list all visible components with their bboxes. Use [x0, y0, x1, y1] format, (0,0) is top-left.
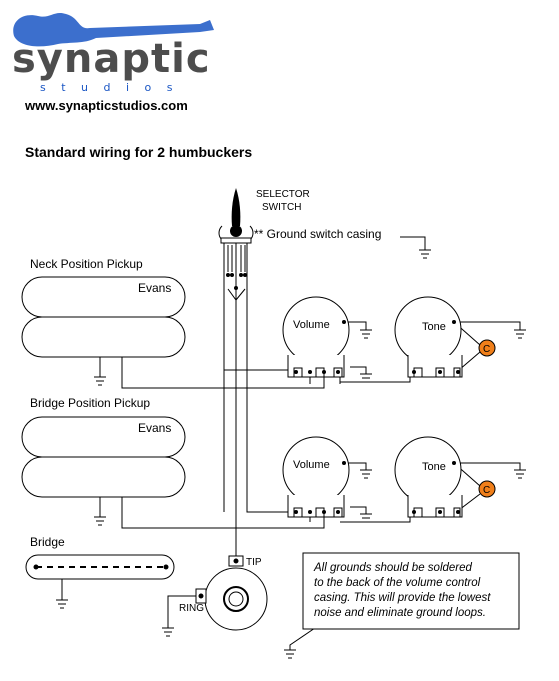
volume-pot-neck-lug	[342, 320, 346, 324]
ground-icon	[162, 628, 174, 636]
bridge-plate	[26, 555, 174, 579]
tone-pot-bridge	[395, 437, 462, 517]
ground-icon	[360, 514, 372, 522]
logo	[12, 13, 214, 94]
tone-pot-neck	[395, 297, 462, 377]
grounding-note-line-1: All grounds should be soldered	[314, 562, 472, 574]
ground-icon	[419, 250, 431, 258]
bridge-heading: Bridge	[30, 535, 65, 549]
capacitor-neck	[479, 340, 495, 356]
neck-pickup-heading: Neck Position Pickup	[30, 257, 143, 271]
ground-icon	[56, 600, 68, 608]
grounding-note-line-3: casing. This will provide the lowest	[314, 592, 491, 604]
capacitor-bridge	[479, 481, 495, 497]
ground-icon	[360, 374, 372, 382]
capacitor-bridge-label: C	[483, 485, 491, 496]
volume-pot-bridge	[283, 437, 349, 517]
grounding-note-line-4: noise and eliminate ground loops.	[314, 607, 486, 619]
bridge-pickup-heading: Bridge Position Pickup	[30, 396, 151, 410]
bridge-pickup-coil-bottom	[22, 457, 185, 497]
volume-pot-neck-label: Volume	[293, 319, 330, 331]
grounding-note-line-2: to the back of the volume control	[314, 577, 481, 589]
volume-pot-bridge-label: Volume	[293, 459, 330, 471]
selector-switch-nut	[230, 225, 242, 237]
tone-pot-bridge-lug	[452, 461, 456, 465]
ground-icon	[514, 470, 526, 478]
logo-subtitle: s t u d i o s	[40, 81, 179, 94]
volume-pot-bridge-lug	[342, 461, 346, 465]
ground-icon	[360, 330, 372, 338]
selector-switch-label-line2: SWITCH	[262, 202, 302, 213]
ground-icon	[94, 377, 106, 385]
ground-icon	[360, 470, 372, 478]
jack-ring-label: RING	[179, 603, 204, 614]
ground-icon	[284, 650, 296, 658]
volume-pot-neck	[283, 297, 349, 377]
logo-wordmark: synaptic	[12, 36, 211, 82]
page-title: Standard wiring for 2 humbuckers	[25, 144, 253, 160]
jack-tip-label: TIP	[246, 557, 262, 568]
ground-icon	[94, 517, 106, 525]
tone-pot-neck-lug	[452, 320, 456, 324]
website-url[interactable]: www.synapticstudios.com	[25, 98, 188, 113]
grounding-note	[303, 553, 519, 629]
neck-pickup-coil-bottom	[22, 317, 185, 357]
selector-switch-label-line1: SELECTOR	[256, 189, 310, 200]
selector-switch-toggle-icon	[232, 188, 241, 226]
tone-pot-neck-label: Tone	[422, 321, 446, 333]
tone-pot-bridge-label: Tone	[422, 461, 446, 473]
capacitor-neck-label: C	[483, 344, 491, 355]
neck-pickup-brand: Evans	[138, 281, 172, 295]
ground-switch-note: ** Ground switch casing	[254, 227, 382, 241]
ground-icon	[514, 330, 526, 338]
bridge-pickup-brand: Evans	[138, 421, 172, 435]
